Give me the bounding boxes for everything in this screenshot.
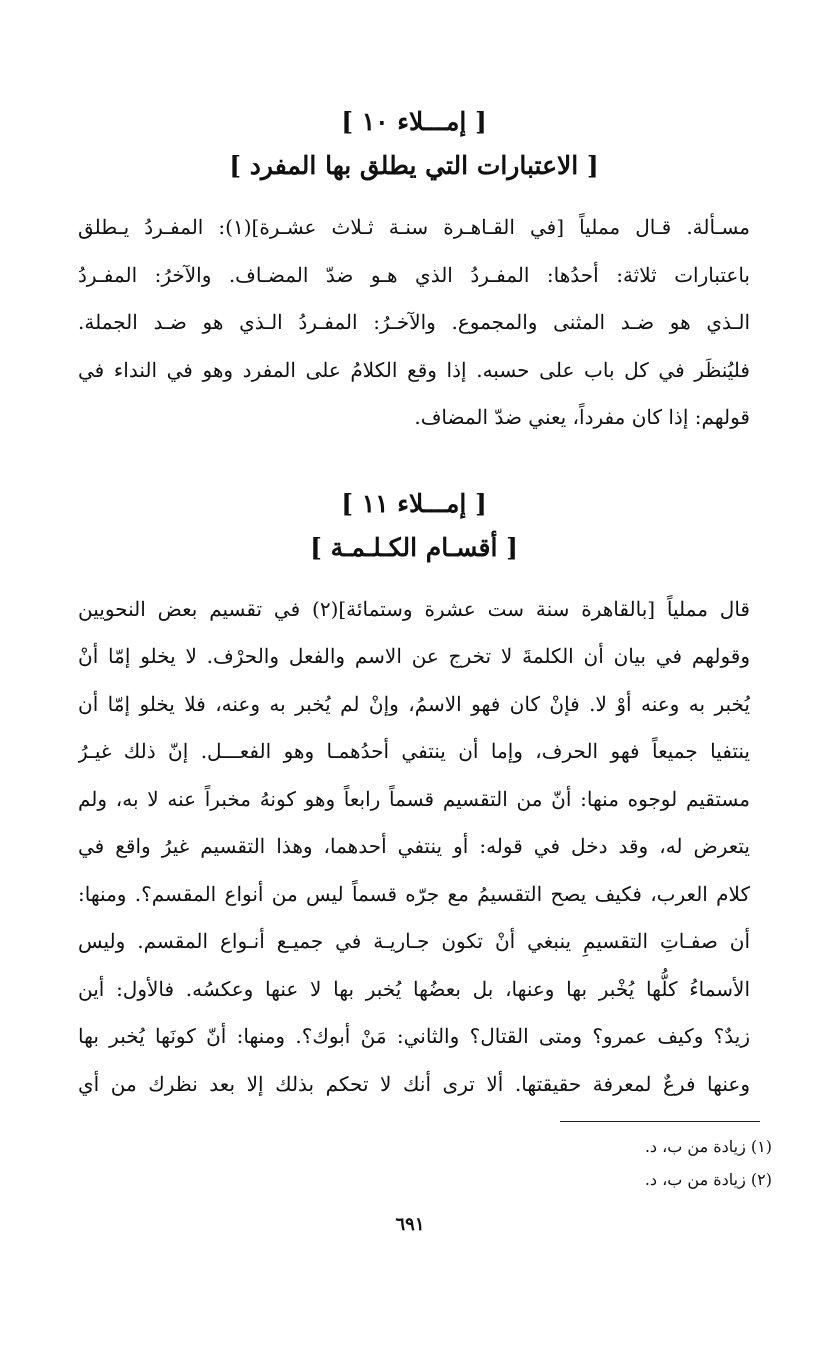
footnote: (١) زيادة من ب، د.: [644, 1137, 772, 1156]
text-line: مسـألة. قـال مملياً [في القـاهـرة سنـة ثـلاث عشـرة](١): المفـردُ يـطلق: [78, 215, 750, 239]
text-line: قولهم: إذا كان مفرداً، يعني ضدّ المضاف.: [414, 405, 750, 429]
text-line: يتعرض له، وقد دخل في قوله: أو ينتفي أحدهما، وهذا التقسيم غيرُ واقع في: [78, 834, 750, 858]
text-line: الـذي هو ضـد المثنى والمجموع. والآخـرُ: المفـردُ الـذي هو ضـد الجملة.: [78, 310, 750, 334]
page-number: ٦٩١: [395, 1214, 425, 1235]
text-line: مستقيم لوجوه منها: أنّ من التقسيم قسماً رابعاً وهو كونهُ مخبراً عنه لا به، ولم: [78, 786, 750, 811]
section-heading: [ إمـــلاء ١٠ ]: [341, 107, 487, 136]
section-title: [ أقسـام الكـلـمـة ]: [310, 532, 518, 562]
footnote-divider: [560, 1121, 760, 1122]
section-heading: [ إمـــلاء ١١ ]: [341, 488, 487, 518]
page-body: [78, 100, 750, 1108]
text-line: الأسماءُ كلُّها يُخْبر بها وعنها، بل بعضُها يُخبر بها لا عنها وعكسُه. فالأول: أين: [78, 976, 750, 1001]
text-line: يُخبر به وعنه أوْ لا. فإنْ كان فهو الاسمُ، وإنْ لم يُخبر به وعنه، فلا يخلو إمّا أن: [78, 691, 750, 716]
text-line: زيدٌ؟ وكيف عمرو؟ ومتى القتال؟ والثاني: مَنْ أبوك؟. ومنها: أنّ كونَها يُخبر بها: [78, 1024, 750, 1048]
footnotes: [372, 1130, 772, 1196]
text-line: أن صفـاتِ التقسيمِ ينبغي أنْ تكون جـاريـة في جميـع أنـواع المقسم. وليس: [78, 929, 750, 953]
section-title: [ الاعتبارات التي يطلق بها المفرد ]: [229, 151, 599, 180]
text-line: باعتبارات ثلاثة: أحدُها: المفـردُ الذي هـو ضدّ المضـاف. والآخرُ: المفـردُ: [78, 262, 750, 287]
text-line: ينتفيا جميعاً فهو الحرف، وإما أن ينتفي أحدُهمـا وهو الفعـــل. إنّ ذلك غيـرُ: [78, 739, 750, 763]
text-line: وعنها فرعٌ لمعرفة حقيقتها. ألا ترى أنك لا تحكم بذلك إلا بعد نظرك من أي: [78, 1071, 750, 1096]
text-line: فليُنظَر في كل باب على حسبه. إذا وقع الكلامُ على المفرد وهو في النداء في: [78, 357, 750, 382]
footnote: (٢) زيادة من ب، د.: [644, 1170, 772, 1189]
text-line: كلام العرب، فكيف يصح التقسيمُ مع جرّه قسماً ليس من أنواع المقسم؟. ومنها:: [78, 881, 750, 906]
text-line: وقولهم في بيان أن الكلمةَ لا تخرج عن الاسم والفعل والحرْف. لا يخلو إمّا أنْ: [78, 644, 750, 668]
section-imla-11: [78, 482, 750, 1109]
paragraph: [78, 204, 750, 442]
section-imla-10: [78, 100, 750, 442]
text-line: قال مملياً [بالقاهرة سنة ست عشرة وستمائة](٢) في تقسيم بعض النحويين: [78, 596, 750, 621]
paragraph: [78, 586, 750, 1109]
